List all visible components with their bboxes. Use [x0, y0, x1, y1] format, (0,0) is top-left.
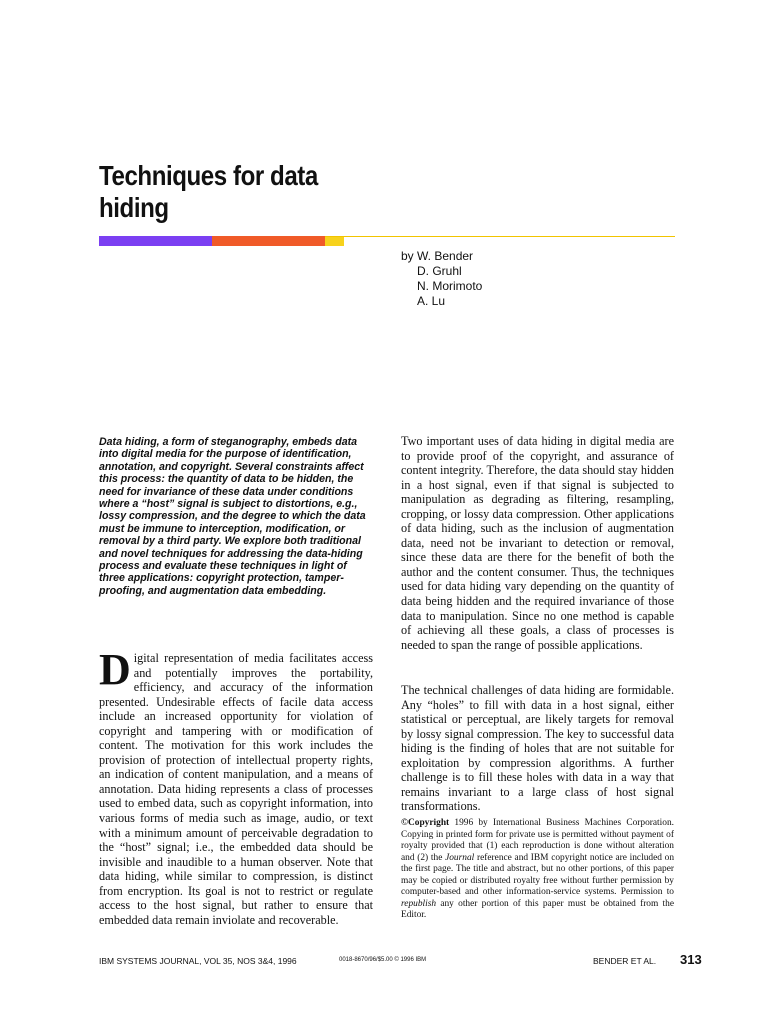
body-paragraph-2: The technical challenges of data hiding are formidable. Any “holes” to fill with data in a host signal, either statistical or perceptual, are likely targets for removal by lossy signal compression. The key to successful data hiding is the finding of holes that are not suitable for exploitation by compression algorithms. A further challenge is to fill these holes with data in a way that remains invariant to a large class of host signal transformations.: [401, 683, 674, 814]
author-name: A. Lu: [417, 294, 446, 308]
page-number: 313: [680, 952, 702, 967]
title-line-1: Techniques for data: [99, 160, 318, 191]
footer-journal: IBM SYSTEMS JOURNAL, VOL 35, NOS 3&4, 1996: [99, 956, 297, 966]
footer-code: 0018-8670/96/$5.00 © 1996 IBM: [339, 957, 427, 963]
color-bar-purple: [99, 236, 212, 246]
intro-paragraph: [99, 645, 373, 927]
copyright-text-a: 1996 by International Business Machines Corporation. Copying in printed form for private use is permitted without payment of royalty provided that (1) each reproduction is done without alteration and (2) the: [401, 818, 674, 863]
color-bar-orange: [212, 236, 325, 246]
copyright-text-c: any other portion of this paper must be obtained from the Editor.: [401, 898, 674, 920]
author-name: N. Morimoto: [417, 279, 483, 293]
author-name: D. Gruhl: [417, 264, 462, 278]
paper-title: [99, 160, 357, 224]
footer-author: BENDER ET AL.: [593, 956, 657, 966]
intro-text: igital representation of media facilitates access and potentially improves the portability, efficiency, and accuracy of the information presented. Undesirable effects of facile data access include an increased opportunity for violation of copyright and tampering with or modification of content. The motivation for this work includes the provision of protection of intellectual property rights, an indication of content manipulation, and a means of annotation. Data hiding represents a class of processes used to embed data, such as copyright information, into various forms of media such as image, audio, or text with a minimum amount of perceivable degradation to the “host” signal; i.e., the embedded data should be invisible and inaudible to a human observer. Note that data hiding, while similar to compression, is distinct from encryption. Its goal is not to restrict or regulate access to the host signal, but rather to ensure that embedded data remain inviolate and recoverable.: [99, 651, 373, 927]
copyright-label: ©Copyright: [401, 818, 450, 828]
author-byline: by W. Bender: [401, 249, 474, 263]
title-rule: [325, 236, 675, 237]
copyright-journal: Journal: [445, 852, 475, 863]
copyright-notice: [401, 818, 674, 922]
body-paragraph-1: Two important uses of data hiding in digital media are to provide proof of the copyright, and assurance of content integrity. Therefore, the data should stay hidden in a host signal, even if that signal is subjected to manipulation as degrading as filtering, resampling, cropping, or lossy data compression. Other applications of data hiding, such as the inclusion of augmentation data, need not be invariant to detection or removal, since these data are there for the benefit of both the author and the content consumer. Thus, the techniques used for data hiding vary depending on the quantity of data being hidden and the required invariance of those data to manipulation. Since no one method is capable of achieving all these goals, a class of processes is needed to span the range of possible applications.: [401, 434, 674, 652]
color-bar-yellow: [325, 236, 344, 246]
drop-cap: D: [99, 645, 131, 694]
title-line-2: hiding: [99, 192, 169, 223]
copyright-text-b: reference and IBM copyright notice are included on the first page. The title and abstract, but no other portions, of this paper may be copied or distributed royalty free without further permission by computer-based and other information-service systems. Permission to: [401, 852, 675, 897]
author-list: [401, 249, 482, 309]
abstract: Data hiding, a form of steganography, embeds data into digital media for the purpose of identification, annotation, and copyright. Several constraints affect this process: the quantity of data to be hidden, the need for invariance of these data under conditions where a “host” signal is subject to distortions, e.g., lossy compression, and the degree to which the data must be immune to interception, modification, or removal by a third party. We explore both traditional and novel techniques for addressing the data-hiding process and evaluate these techniques in light of three applications: copyright protection, tamper-proofing, and augmentation data embedding.: [99, 436, 366, 597]
copyright-republish: republish: [401, 898, 437, 909]
